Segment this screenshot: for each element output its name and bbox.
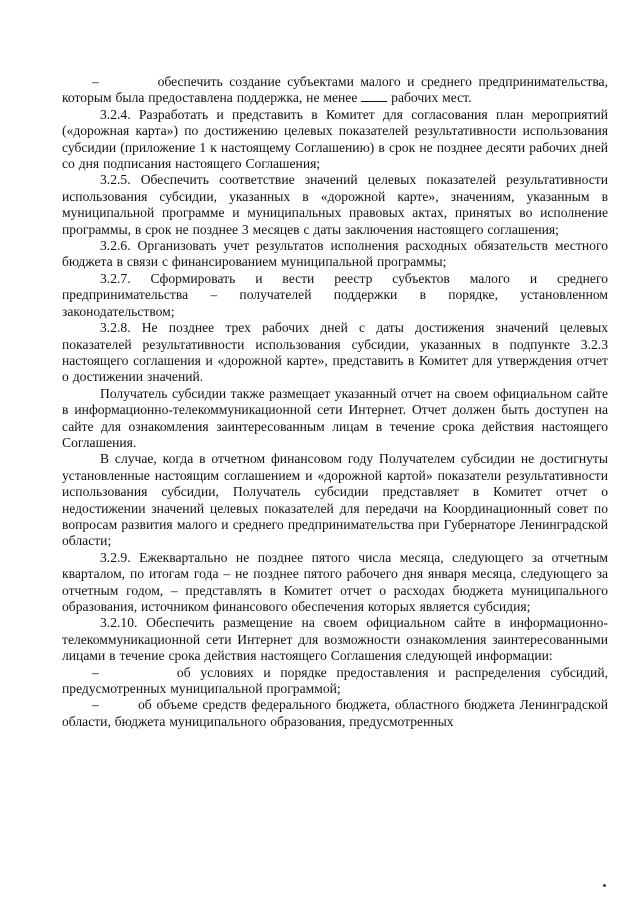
paragraph-3-2-7: 3.2.7. Сформировать и вести реестр субъектов малого и среднего предпринимательства – получателей поддержки в порядке, установленном законодательством; bbox=[62, 270, 608, 319]
paragraph-dash-budget-volume: – об объеме средств федерального бюджета, областного бюджета Ленинградской области, бюджета муниципального образования, предусмотренных bbox=[62, 697, 608, 729]
scan-speck bbox=[603, 884, 606, 887]
paragraph-dash-jobs bbox=[62, 74, 608, 107]
paragraph-3-2-5: 3.2.5. Обеспечить соответствие значений целевых показателей результативности использования субсидии, указанных в «дорожной карте», значениям, указанным в муниципальной программе и муниципальных правовых актах, принятых во исполнение программы, в срок не позднее 3 месяцев с даты заключения настоящего соглашения; bbox=[62, 172, 608, 237]
paragraph-3-2-10: 3.2.10. Обеспечить размещение на своем официальном сайте в информационно-телекоммуникационной сети Интернет для возможности ознакомления заинтересованными лицами в течение срока действия настоящего Соглашения следующей информации: bbox=[62, 615, 608, 664]
paragraph-text: – обеспечить создание субъектами малого и среднего предпринимательства, которым была предоставлена поддержка, не менее bbox=[62, 74, 608, 106]
document-page bbox=[62, 74, 608, 730]
paragraph-not-achieved-case: В случае, когда в отчетном финансовом году Получателем субсидии не достигнуты установленные настоящим соглашением и «дорожной картой» показатели результативности использования субсидии, Получатель субсидии представляет в Комитет отчет о недостижении значений целевых показателей для передачи на Координационный совет по вопросам развития малого и среднего предпринимательства при Губернаторе Ленинградской области; bbox=[62, 451, 608, 549]
paragraph-text: рабочих мест. bbox=[387, 90, 472, 106]
paragraph-dash-conditions: – об условиях и порядке предоставления и распределения субсидий, предусмотренных муниципальной программой; bbox=[62, 664, 608, 697]
paragraph-3-2-4: 3.2.4. Разработать и представить в Комитет для согласования план мероприятий («дорожная карта») по достижению целевых показателей результативности использования субсидии (приложение 1 к настоящему Соглашению) в срок не позднее десяти рабочих дней со дня подписания настоящего Соглашения; bbox=[62, 106, 608, 172]
paragraph-3-2-9: 3.2.9. Ежеквартально не позднее пятого числа месяца, следующего за отчетным кварталом, по итогам года – не позднее пятого рабочего дня января месяца, следующего за отчетным годом, – представлять в Комитет отчет о расходах бюджета муниципального образования, источником финансового обеспечения которых является субсидия; bbox=[62, 549, 608, 614]
blank-fill-line bbox=[361, 90, 387, 102]
paragraph-3-2-8: 3.2.8. Не позднее трех рабочих дней с даты достижения значений целевых показателей результативности использования субсидии, указанных в подпункте 3.2.3 настоящего соглашения и «дорожной карте», представить в Комитет для утверждения отчет о достижении значений. bbox=[62, 320, 608, 385]
paragraph-3-2-6: 3.2.6. Организовать учет результатов исполнения расходных обязательств местного бюджета в связи с финансированием муниципальной программы; bbox=[62, 238, 608, 270]
paragraph-recipient-report: Получатель субсидии также размещает указанный отчет на своем официальном сайте в информационно-телекоммуникационной сети Интернет. Отчет должен быть доступен на сайте для ознакомления заинтересованным лицам в течение срока действия настоящего Соглашения. bbox=[62, 385, 608, 450]
